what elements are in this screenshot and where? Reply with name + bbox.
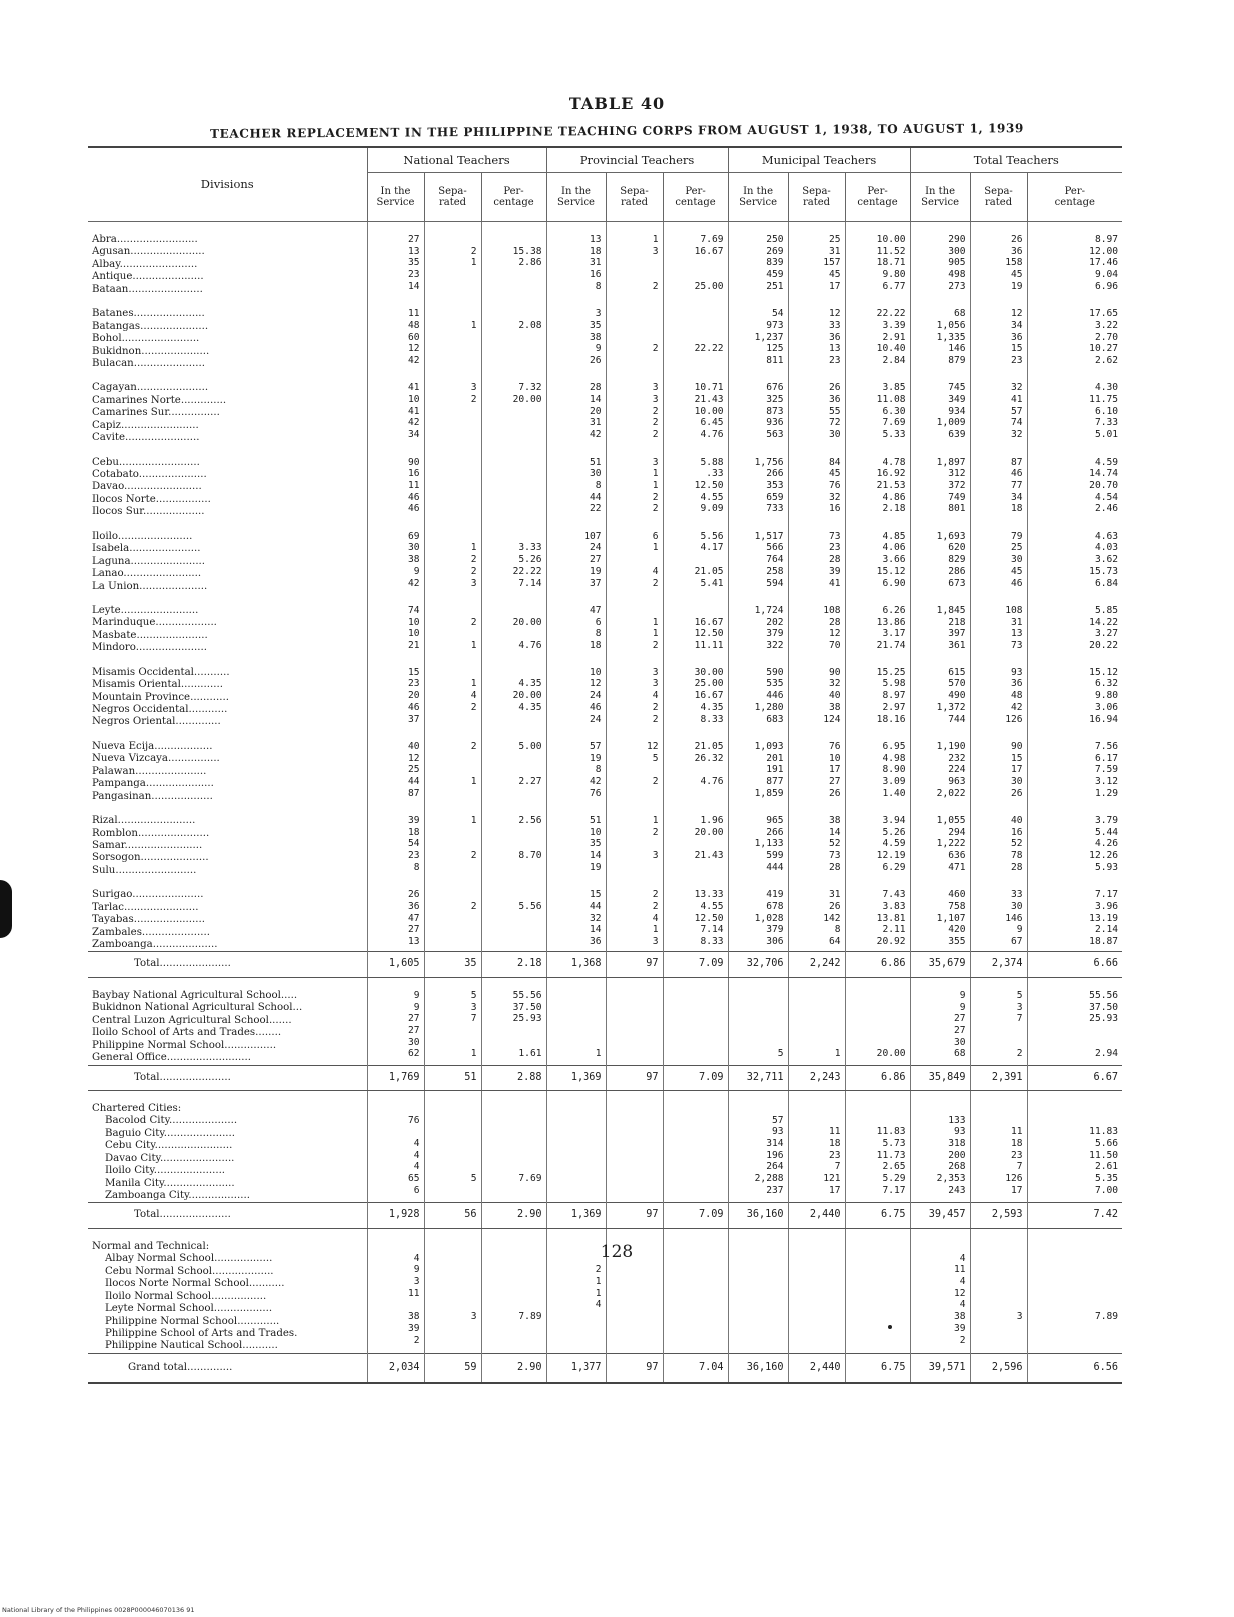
value-cell: 1 1 2: [606, 593, 663, 655]
value-cell: 73 23 28 39 41: [788, 519, 845, 593]
separated-header-total: Sepa- rated: [970, 173, 1027, 222]
value-cell: 1,093 201 191 877 1,859: [728, 729, 788, 803]
value-cell: 55.56 37.50 25.93 2.94: [1027, 977, 1122, 1065]
value-cell: [546, 1090, 606, 1203]
value-cell: [663, 1090, 728, 1203]
value-cell: 290 300 905 498 273: [910, 222, 970, 297]
value-cell: 22.22: [663, 296, 728, 370]
value-cell: 8.97 12.00 17.46 9.04 6.96: [1027, 222, 1122, 297]
value-cell: 54 973 1,237 125 811: [728, 296, 788, 370]
table-row-group: [88, 655, 1122, 729]
value-cell: 5.56: [481, 877, 546, 952]
value-cell: 3 3 2 2 2: [606, 370, 663, 444]
value-cell: 39,571: [910, 1353, 970, 1383]
value-cell: 7.42: [1027, 1203, 1122, 1228]
division-names: Total......................: [88, 952, 367, 977]
value-cell: 3 35 38 9 26: [546, 296, 606, 370]
table-row-group: [88, 222, 1122, 297]
value-cell: 2: [424, 877, 481, 952]
table-row-group: [88, 445, 1122, 519]
separated-header-provincial: Sepa- rated: [606, 173, 663, 222]
division-names: Cagayan...................... Camarines Norte.............. Camarines Sur................ Capiz........................ Cavite.......................: [92, 382, 227, 444]
value-cell: 1 2 3: [606, 803, 663, 877]
in-service-header-municipal: In the Service: [728, 173, 788, 222]
value-cell: 11 48 60 12 42: [367, 296, 424, 370]
division-names: Baybay National Agricultural School..... Bukidnon National Agricultural School... Central Luzon Agricultural School....... Iloilo School of Arts and Trades........ Philippine Normal School................ General Office..........................: [92, 989, 303, 1064]
value-cell: 74 10 10 21: [367, 593, 424, 655]
value-cell: 20.00 4.76: [481, 593, 546, 655]
value-cell: 17.65 3.22 2.70 10.27 2.62: [1027, 296, 1122, 370]
value-cell: 59: [424, 1353, 481, 1383]
value-cell: 2: [606, 296, 663, 370]
table-row-group: [88, 519, 1122, 593]
value-cell: 27 13 35 23 14: [367, 222, 424, 297]
group-header-provincial: Provincial Teachers: [546, 147, 728, 173]
value-cell: 21.05 26.32 4.76: [663, 729, 728, 803]
archive-footer: National Library of the Philippines 0028P000046070136 91: [2, 1606, 195, 1614]
value-cell: 6.26 13.86 3.17 21.74: [845, 593, 910, 655]
value-cell: 1,769: [367, 1065, 424, 1090]
value-cell: 2 2 4 1 3: [606, 877, 663, 952]
value-cell: 76 4 4 4 65 6: [367, 1090, 424, 1203]
value-cell: 76 10 17 27 26: [788, 729, 845, 803]
value-cell: 615 570 490 1,372 744: [910, 655, 970, 729]
value-cell: 590 535 446 1,280 683: [728, 655, 788, 729]
value-cell: 4.85 4.06 3.66 15.12 6.90: [845, 519, 910, 593]
value-cell: 5: [424, 1090, 481, 1203]
value-cell: 47 6 8 18: [546, 593, 606, 655]
table-row-group: [88, 593, 1122, 655]
value-cell: 5: [728, 977, 788, 1065]
value-cell: 30.00 25.00 16.67 4.35 8.33: [663, 655, 728, 729]
value-cell: 3 3 4 2 2: [606, 655, 663, 729]
value-cell: 6.95 4.98 8.90 3.09 1.40: [845, 729, 910, 803]
value-cell: 2.90: [481, 1203, 546, 1228]
value-cell: 97: [606, 1065, 663, 1090]
value-cell: 2.08: [481, 296, 546, 370]
value-cell: 7.69: [481, 1090, 546, 1203]
division-names: Rizal........................ Romblon...................... Samar........................ Sorsogon..................... Sulu.........................: [92, 815, 210, 876]
value-cell: [424, 445, 481, 519]
value-cell: 1: [788, 977, 845, 1065]
value-cell: 4 9 3 11 38 39 2: [367, 1228, 424, 1353]
value-cell: 3: [424, 1228, 481, 1353]
value-cell: 3 2: [424, 370, 481, 444]
value-cell: 6.67: [1027, 1065, 1122, 1090]
value-cell: 68 1,056 1,335 146 879: [910, 296, 970, 370]
value-cell: 3.85 11.08 6.30 7.69 5.33: [845, 370, 910, 444]
value-cell: 5.56 4.17 21.05 5.41: [663, 519, 728, 593]
value-cell: 107 24 27 19 37: [546, 519, 606, 593]
value-cell: 26 36 55 72 30: [788, 370, 845, 444]
value-cell: 2,440: [788, 1353, 845, 1383]
value-cell: 26 36 158 45 19: [970, 222, 1027, 297]
value-cell: 31 26 142 8 64: [788, 877, 845, 952]
value-cell: 11.83 5.73 11.73 2.65 5.29 7.17: [845, 1090, 910, 1203]
table-title: TABLE 40: [568, 94, 666, 113]
value-cell: 1,897 312 372 749 801: [910, 445, 970, 519]
division-names: Batanes...................... Batangas..................... Bohol........................ Bukidnon..................... Bulacan......................: [92, 308, 210, 369]
total-row: [88, 952, 1122, 977]
total-row: [88, 1203, 1122, 1228]
value-cell: 26 36 47 27 13: [367, 877, 424, 952]
value-cell: 1,368: [546, 952, 606, 977]
value-cell: 2 1: [424, 593, 481, 655]
value-cell: 7.32 20.00: [481, 370, 546, 444]
value-cell: 5 3 7 1: [424, 977, 481, 1065]
value-cell: 28 14 20 31 42: [546, 370, 606, 444]
value-cell: 3 1 1 2 2: [606, 445, 663, 519]
in-service-header-provincial: In the Service: [546, 173, 606, 222]
value-cell: 12 5 2: [606, 729, 663, 803]
table-body: [88, 222, 1122, 1384]
value-cell: 7.89: [1027, 1228, 1122, 1353]
value-cell: 6.75: [845, 1203, 910, 1228]
value-cell: 4.78 16.92 21.53 4.86 2.18: [845, 445, 910, 519]
table-row-group: [88, 370, 1122, 444]
value-cell: 40 12 25 44 87: [367, 729, 424, 803]
value-cell: 1,055 294 1,222 636 471: [910, 803, 970, 877]
value-cell: 97: [606, 1203, 663, 1228]
value-cell: 1 3 2: [606, 222, 663, 297]
value-cell: 84 45 76 32 16: [788, 445, 845, 519]
value-cell: 2.18: [481, 952, 546, 977]
in-service-header-national: In the Service: [367, 173, 424, 222]
value-cell: 108 31 13 73: [970, 593, 1027, 655]
value-cell: 6 1 4 2: [606, 519, 663, 593]
value-cell: 97: [606, 952, 663, 977]
value-cell: 12 33 36 13 23: [788, 296, 845, 370]
value-cell: 33 30 146 9 67: [970, 877, 1027, 952]
value-cell: 87 46 77 34 18: [970, 445, 1027, 519]
value-cell: 6.75: [845, 1353, 910, 1383]
value-cell: 6.56: [1027, 1353, 1122, 1383]
value-cell: 6.66: [1027, 952, 1122, 977]
value-cell: [606, 1090, 663, 1203]
value-cell: 79 25 30 45 46: [970, 519, 1027, 593]
value-cell: 7.89: [481, 1228, 546, 1353]
value-cell: 39 18 54 23 8: [367, 803, 424, 877]
value-cell: 5.88 .33 12.50 4.55 9.09: [663, 445, 728, 519]
value-cell: 20.00: [845, 977, 910, 1065]
value-cell: 13.33 4.55 12.50 7.14 8.33: [663, 877, 728, 952]
value-cell: 1,605: [367, 952, 424, 977]
value-cell: 676 325 873 936 563: [728, 370, 788, 444]
value-cell: 1,928: [367, 1203, 424, 1228]
value-cell: 4.35 20.00 4.35: [481, 655, 546, 729]
value-cell: 460 758 1,107 420 355: [910, 877, 970, 952]
teacher-replacement-table: [88, 146, 1122, 1384]
page-number: 128: [600, 1242, 634, 1262]
scan-dust-mark: [888, 1325, 892, 1329]
value-cell: 1 2: [424, 803, 481, 877]
value-cell: 2,593: [970, 1203, 1027, 1228]
value-cell: 41 10 41 42 34: [367, 370, 424, 444]
value-cell: 56: [424, 1203, 481, 1228]
value-cell: 16.67 12.50 11.11: [663, 593, 728, 655]
value-cell: 3.33 5.26 22.22 7.14: [481, 519, 546, 593]
value-cell: 419 678 1,028 379 306: [728, 877, 788, 952]
value-cell: 25 31 157 45 17: [788, 222, 845, 297]
in-service-header-total: In the Service: [910, 173, 970, 222]
value-cell: 55.56 37.50 25.93 1.61: [481, 977, 546, 1065]
value-cell: 32 41 57 74 32: [970, 370, 1027, 444]
value-cell: 2.88: [481, 1065, 546, 1090]
value-cell: 90 15 17 30 26: [970, 729, 1027, 803]
value-cell: 57 19 8 42 76: [546, 729, 606, 803]
value-cell: 5.85 14.22 3.27 20.22: [1027, 593, 1122, 655]
value-cell: 1,377: [546, 1353, 606, 1383]
value-cell: 7.04: [663, 1353, 728, 1383]
value-cell: 1,724 202 379 322: [728, 593, 788, 655]
value-cell: 7.09: [663, 1065, 728, 1090]
group-header-municipal: Municipal Teachers: [728, 147, 910, 173]
value-cell: 11 18 23 7 121 17: [788, 1090, 845, 1203]
value-cell: 2,391: [970, 1065, 1027, 1090]
value-cell: 1,369: [546, 1203, 606, 1228]
value-cell: 1,845 218 397 361: [910, 593, 970, 655]
division-names: Cebu......................... Cotabato..................... Davao........................ Ilocos Norte................. Ilocos Sur...................: [92, 456, 211, 518]
value-cell: 3: [970, 1228, 1027, 1353]
value-cell: 90 32 40 38 124: [788, 655, 845, 729]
value-cell: 1 2 2 3: [424, 519, 481, 593]
division-names: Total......................: [88, 1203, 367, 1228]
value-cell: 10.71 21.43 10.00 6.45 4.76: [663, 370, 728, 444]
table-subtitle: TEACHER REPLACEMENT IN THE PHILIPPINE TEACHING CORPS FROM AUGUST 1, 1938, TO AUGUST 1, 1939: [210, 121, 1024, 141]
value-cell: 5 3 7 2: [970, 977, 1027, 1065]
value-cell: 108 28 12 70: [788, 593, 845, 655]
value-cell: 4 11 4 12 4 38 39 2: [910, 1228, 970, 1353]
value-cell: 39,457: [910, 1203, 970, 1228]
value-cell: 2.90: [481, 1353, 546, 1383]
division-names: Leyte........................ Marinduque................... Masbate...................... Mindoro......................: [92, 604, 217, 654]
value-cell: 1.96 20.00 21.43: [663, 803, 728, 877]
value-cell: 133 93 318 200 268 2,353 243: [910, 1090, 970, 1203]
value-cell: 51 10 35 14 19: [546, 803, 606, 877]
value-cell: 7.09: [663, 1203, 728, 1228]
division-names: Abra......................... Agusan....................... Albay........................ Antique...................... Bataan.......................: [92, 234, 205, 295]
division-names: Nueva Ecija.................. Nueva Vizcaya................ Palawan...................... Pampanga..................... Pangasinan...................: [92, 740, 220, 802]
percentage-header-municipal: Per- centage: [845, 173, 910, 222]
value-cell: 13 18 31 16 8: [546, 222, 606, 297]
division-names: Iloilo....................... Isabela...................... Laguna....................... Lanao........................ La Union.....................: [92, 530, 208, 592]
value-cell: 15.12 6.32 9.80 3.06 16.94: [1027, 655, 1122, 729]
division-names: Total......................: [88, 1065, 367, 1090]
value-cell: 2,034: [367, 1353, 424, 1383]
value-cell: [606, 977, 663, 1065]
value-cell: 90 16 11 46 46: [367, 445, 424, 519]
table-container: [88, 146, 1122, 1384]
value-cell: 97: [606, 1353, 663, 1383]
value-cell: 32,706: [728, 952, 788, 977]
group-header-total: Total Teachers: [910, 147, 1122, 173]
value-cell: 7.69 16.67 25.00: [663, 222, 728, 297]
grand-total-row: [88, 1353, 1122, 1383]
value-cell: 7.09: [663, 952, 728, 977]
value-cell: 2.56 8.70: [481, 803, 546, 877]
value-cell: 6.86: [845, 1065, 910, 1090]
value-cell: 36,160: [728, 1203, 788, 1228]
value-cell: 93 36 48 42 126: [970, 655, 1027, 729]
value-cell: 12 34 36 15 23: [970, 296, 1027, 370]
value-cell: 7.17 3.96 13.19 2.14 18.87: [1027, 877, 1122, 952]
table-row-group: [88, 296, 1122, 370]
group-header-national: National Teachers: [367, 147, 546, 173]
value-cell: 57 93 314 196 264 2,288 237: [728, 1090, 788, 1203]
value-cell: 36,160: [728, 1353, 788, 1383]
division-names: Surigao...................... Tarlac....................... Tayabas...................... Zambales..................... Zamboanga....................: [92, 889, 218, 950]
value-cell: [481, 445, 546, 519]
percentage-header-total: Per- centage: [1027, 173, 1122, 222]
value-cell: 2 1: [424, 729, 481, 803]
divisions-header: Divisions: [88, 147, 367, 222]
value-cell: 11.83 5.66 11.50 2.61 5.35 7.00: [1027, 1090, 1122, 1203]
percentage-header-national: Per- centage: [481, 173, 546, 222]
value-cell: 965 266 1,133 599 444: [728, 803, 788, 877]
value-cell: 4.59 14.74 20.70 4.54 2.46: [1027, 445, 1122, 519]
value-cell: 2,596: [970, 1353, 1027, 1383]
value-cell: 40 16 52 78 28: [970, 803, 1027, 877]
value-cell: 250 269 839 459 251: [728, 222, 788, 297]
value-cell: 4.30 11.75 6.10 7.33 5.01: [1027, 370, 1122, 444]
value-cell: 1,517 566 764 258 594: [728, 519, 788, 593]
total-row: [88, 1065, 1122, 1090]
value-cell: 15.38 2.86: [481, 222, 546, 297]
value-cell: 2 1 1 4: [546, 1228, 606, 1353]
division-names: Chartered Cities: Bacolod City..................... Baguio City...................... Cebu City........................ Davao City....................... Iloilo City...................... Manila City...................... Zamboanga City...................: [92, 1102, 250, 1201]
division-names: Misamis Occidental........... Misamis Oriental............. Mountain Province............ Negros Occidental............ Negros Oriental..............: [92, 666, 230, 728]
value-cell: 35: [424, 952, 481, 977]
value-cell: 2,242: [788, 952, 845, 977]
separated-header-municipal: Sepa- rated: [788, 173, 845, 222]
value-cell: 9 9 27 27 30 62: [367, 977, 424, 1065]
value-cell: 38 14 52 73 28: [788, 803, 845, 877]
table-row-group: [88, 877, 1122, 952]
value-cell: 35,679: [910, 952, 970, 977]
value-cell: 32,711: [728, 1065, 788, 1090]
value-cell: 15.25 5.98 8.97 2.97 18.16: [845, 655, 910, 729]
division-names: Normal and Technical: Albay Normal School.................. Cebu Normal School................... Ilocos Norte Normal School........... Iloilo Normal School................. Leyte Normal School.................. Philippine Normal School............. Philippine School of Arts and Trades. Philippine Nautical School...........: [92, 1240, 298, 1352]
value-cell: 1,369: [546, 1065, 606, 1090]
value-cell: 7.43 3.83 13.81 2.11 20.92: [845, 877, 910, 952]
value-cell: 22.22 3.39 2.91 10.40 2.84: [845, 296, 910, 370]
value-cell: 51: [424, 1065, 481, 1090]
value-cell: 69 30 38 9 42: [367, 519, 424, 593]
value-cell: 9 9 27 27 30 68: [910, 977, 970, 1065]
value-cell: 7.56 6.17 7.59 3.12 1.29: [1027, 729, 1122, 803]
value-cell: 6.86: [845, 952, 910, 977]
value-cell: 10.00 11.52 18.71 9.80 6.77: [845, 222, 910, 297]
table-row-group: [88, 803, 1122, 877]
value-cell: [663, 977, 728, 1065]
value-cell: 51 30 8 44 22: [546, 445, 606, 519]
table-row-group: [88, 977, 1122, 1065]
value-cell: 5.00 2.27: [481, 729, 546, 803]
separated-header-national: Sepa- rated: [424, 173, 481, 222]
value-cell: 3.94 5.26 4.59 12.19 6.29: [845, 803, 910, 877]
division-names: Grand total..............: [88, 1353, 367, 1383]
value-cell: 1,756 266 353 659 733: [728, 445, 788, 519]
value-cell: 11 18 23 7 126 17: [970, 1090, 1027, 1203]
value-cell: 2,440: [788, 1203, 845, 1228]
value-cell: 1: [424, 296, 481, 370]
value-cell: 1: [546, 977, 606, 1065]
percentage-header-provincial: Per- centage: [663, 173, 728, 222]
value-cell: 3.79 5.44 4.26 12.26 5.93: [1027, 803, 1122, 877]
table-row-group: [88, 729, 1122, 803]
scan-edge-mark: [0, 880, 12, 938]
value-cell: 1,190 232 224 963 2,022: [910, 729, 970, 803]
value-cell: 4.63 4.03 3.62 15.73 6.84: [1027, 519, 1122, 593]
value-cell: 2 1: [424, 222, 481, 297]
value-cell: 2,374: [970, 952, 1027, 977]
value-cell: 15 23 20 46 37: [367, 655, 424, 729]
value-cell: 35,849: [910, 1065, 970, 1090]
value-cell: 15 44 32 14 36: [546, 877, 606, 952]
value-cell: 2,243: [788, 1065, 845, 1090]
value-cell: 1 4 2: [424, 655, 481, 729]
value-cell: 745 349 934 1,009 639: [910, 370, 970, 444]
value-cell: 10 12 24 46 24: [546, 655, 606, 729]
table-row-group: [88, 1090, 1122, 1203]
value-cell: 1,693 620 829 286 673: [910, 519, 970, 593]
